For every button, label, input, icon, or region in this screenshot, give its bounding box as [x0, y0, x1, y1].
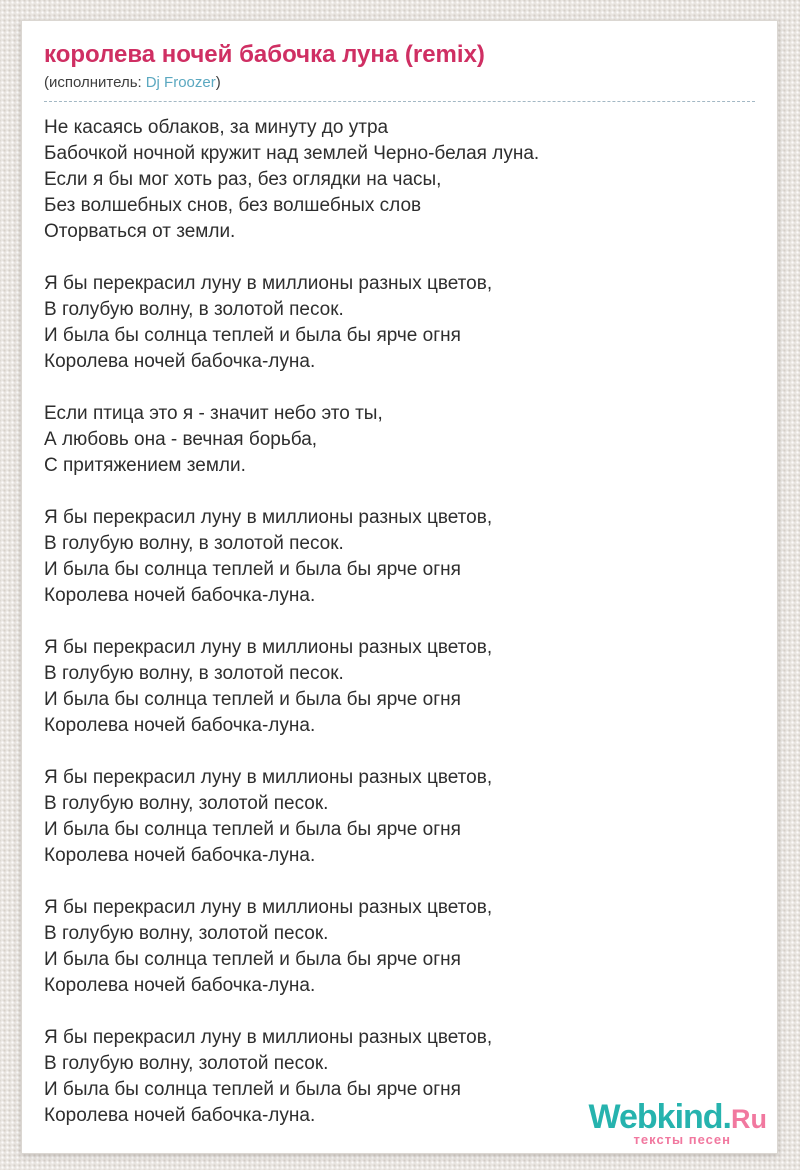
lyric-line: Королева ночей бабочка-луна. — [44, 585, 316, 606]
lyric-line: Без волшебных снов, без волшебных слов — [44, 195, 422, 216]
lyric-line: Бабочкой ночной кружит над землей Черно-белая луна. — [44, 143, 540, 164]
lyric-line: Королева ночей бабочка-луна. — [44, 1105, 316, 1126]
stanza — [44, 505, 755, 609]
lyric-line: Королева ночей бабочка-луна. — [44, 715, 316, 736]
lyrics-card — [21, 20, 778, 1154]
artist-label-close: ) — [215, 74, 221, 91]
lyric-line: В голубую волну, в золотой песок. — [44, 299, 344, 320]
webkind-logo-domain: Ru — [731, 1104, 767, 1134]
lyric-line: А любовь она - вечная борьба, — [44, 429, 318, 450]
lyric-line: И была бы солнца теплей и была бы ярче огня — [44, 559, 461, 580]
lyric-line: В голубую волну, в золотой песок. — [44, 663, 344, 684]
lyric-line: С притяжением земли. — [44, 455, 246, 476]
lyric-line: Я бы перекрасил луну в миллионы разных цветов, — [44, 637, 493, 658]
lyric-line: В голубую волну, в золотой песок. — [44, 533, 344, 554]
song-title: королева ночей бабочка луна (remix) — [44, 41, 485, 68]
lyric-line: И была бы солнца теплей и была бы ярче огня — [44, 325, 461, 346]
webkind-logo-wordmark: Webkind. — [588, 1098, 731, 1136]
lyric-line: Я бы перекрасил луну в миллионы разных цветов, — [44, 897, 493, 918]
artist-label: (исполнитель: — [44, 74, 142, 91]
lyric-line: Если я бы мог хоть раз, без оглядки на часы, — [44, 169, 442, 190]
lyric-line: Я бы перекрасил луну в миллионы разных цветов, — [44, 273, 493, 294]
lyric-line: В голубую волну, золотой песок. — [44, 1053, 329, 1074]
webkind-logo-tagline: тексты песен — [633, 1132, 731, 1147]
lyric-line: Королева ночей бабочка-луна. — [44, 845, 316, 866]
lyric-line: Я бы перекрасил луну в миллионы разных цветов, — [44, 507, 493, 528]
lyric-line: И была бы солнца теплей и была бы ярче огня — [44, 819, 461, 840]
lyric-line: В голубую волну, золотой песок. — [44, 793, 329, 814]
lyrics-text — [44, 115, 755, 1129]
stanza — [44, 765, 755, 869]
lyric-line: Если птица это я - значит небо это ты, — [44, 403, 383, 424]
lyric-line: Королева ночей бабочка-луна. — [44, 351, 316, 372]
artist-link[interactable]: Dj Froozer — [145, 74, 216, 91]
lyric-line: Не касаясь облаков, за минуту до утра — [44, 117, 389, 138]
stanza — [44, 115, 755, 245]
lyric-line: И была бы солнца теплей и была бы ярче огня — [44, 949, 461, 970]
lyric-line: Королева ночей бабочка-луна. — [44, 975, 316, 996]
lyric-line: И была бы солнца теплей и была бы ярче огня — [44, 689, 461, 710]
stanza — [44, 401, 755, 479]
lyric-line: Я бы перекрасил луну в миллионы разных цветов, — [44, 767, 493, 788]
webkind-logo[interactable] — [589, 1100, 768, 1152]
stanza — [44, 635, 755, 739]
stanza — [44, 895, 755, 999]
page-background — [0, 20, 800, 1170]
lyric-line: Я бы перекрасил луну в миллионы разных цветов, — [44, 1027, 493, 1048]
lyric-line: В голубую волну, золотой песок. — [44, 923, 329, 944]
lyric-line: Оторваться от земли. — [44, 221, 236, 242]
stanza — [44, 271, 755, 375]
lyric-line: И была бы солнца теплей и была бы ярче огня — [44, 1079, 461, 1100]
artist-line — [44, 74, 755, 102]
